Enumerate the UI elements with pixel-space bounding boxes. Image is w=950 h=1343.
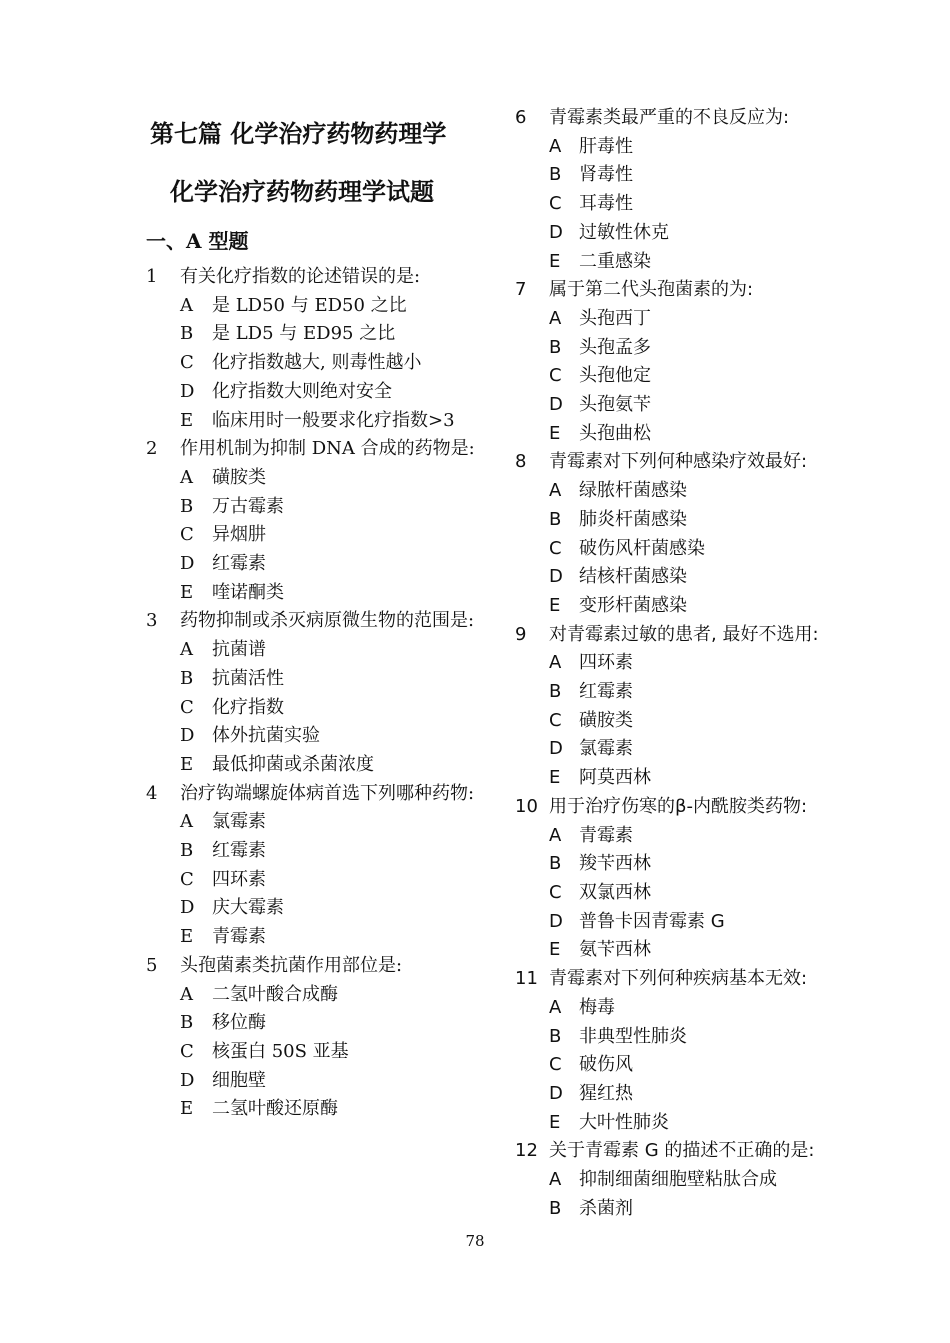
question — [515, 793, 855, 965]
option-letter: A — [549, 307, 562, 329]
option-text: 头孢曲松 — [579, 422, 651, 444]
question-stem — [515, 793, 855, 822]
answer-option — [146, 923, 486, 952]
option-text: 破伤风杆菌感染 — [579, 537, 705, 559]
question-number: 3 — [146, 610, 158, 632]
answer-option — [146, 837, 486, 866]
option-text: 核蛋白 50S 亚基 — [212, 1040, 349, 1062]
option-letter: E — [549, 422, 561, 444]
option-text: 二氢叶酸还原酶 — [212, 1098, 338, 1120]
answer-option — [515, 362, 855, 391]
option-letter: E — [549, 767, 561, 789]
option-text: 体外抗菌实验 — [212, 725, 320, 747]
answer-option — [146, 493, 486, 522]
option-letter: C — [180, 352, 194, 374]
option-letter: C — [549, 1054, 562, 1076]
question-stem — [515, 1137, 855, 1166]
answer-option — [146, 722, 486, 751]
option-letter: E — [180, 409, 194, 431]
option-letter: C — [180, 524, 194, 546]
option-letter: E — [549, 594, 561, 616]
answer-option — [515, 850, 855, 879]
question — [515, 621, 855, 793]
option-letter: C — [549, 881, 562, 903]
option-letter: D — [549, 566, 563, 588]
question-stem — [515, 276, 855, 305]
answer-option — [146, 1038, 486, 1067]
answer-option — [515, 879, 855, 908]
option-letter: A — [549, 135, 562, 157]
question-number: 5 — [146, 954, 158, 976]
option-text: 头孢他定 — [579, 365, 651, 387]
option-text: 过敏性休克 — [579, 221, 669, 243]
option-letter: B — [180, 840, 194, 862]
question-text: 用于治疗伤寒的β-内酰胺类药物: — [549, 795, 808, 817]
answer-option — [146, 521, 486, 550]
page-number: 78 — [465, 1232, 485, 1250]
option-text: 异烟肼 — [212, 524, 266, 546]
question-text: 头孢菌素类抗菌作用部位是: — [180, 954, 403, 976]
question-text: 作用机制为抑制 DNA 合成的药物是: — [180, 438, 475, 460]
answer-option — [515, 592, 855, 621]
answer-option — [146, 1067, 486, 1096]
option-text: 双氯西林 — [579, 881, 651, 903]
option-letter: A — [180, 294, 193, 316]
option-letter: C — [549, 365, 562, 387]
answer-option — [146, 1009, 486, 1038]
option-text: 青霉素 — [579, 824, 633, 846]
answer-option — [515, 190, 855, 219]
option-text: 细胞壁 — [212, 1069, 266, 1091]
question-stem — [146, 263, 486, 292]
question-number: 10 — [515, 795, 538, 817]
question — [515, 1137, 855, 1223]
option-letter: B — [180, 1012, 194, 1034]
option-text: 头孢西丁 — [579, 307, 651, 329]
exam-title: 化学治疗药物药理学试题 — [170, 177, 434, 206]
question-stem — [515, 965, 855, 994]
option-letter: E — [180, 753, 194, 775]
option-text: 头孢孟多 — [579, 336, 651, 358]
answer-option — [515, 506, 855, 535]
question-text: 青霉素对下列何种疾病基本无效: — [549, 968, 808, 990]
option-letter: A — [180, 811, 193, 833]
answer-option — [146, 1095, 486, 1124]
answer-option — [515, 994, 855, 1023]
option-text: 肝毒性 — [579, 135, 633, 157]
answer-option — [515, 908, 855, 937]
answer-option — [146, 894, 486, 923]
option-letter: A — [549, 1169, 562, 1191]
question-text: 有关化疗指数的论述错误的是: — [180, 266, 421, 287]
option-letter: C — [549, 193, 562, 215]
option-letter: A — [549, 480, 562, 502]
option-letter: E — [549, 939, 561, 961]
answer-option — [146, 665, 486, 694]
option-text: 化疗指数 — [212, 696, 284, 718]
question-stem — [515, 621, 855, 650]
option-text: 红霉素 — [212, 553, 266, 575]
option-text: 化疗指数大则绝对安全 — [212, 380, 392, 402]
answer-option — [515, 305, 855, 334]
option-text: 抗菌活性 — [212, 667, 284, 689]
question — [146, 952, 486, 1124]
option-text: 临床用时一般要求化疗指数>3 — [212, 409, 455, 431]
option-text: 二重感染 — [579, 250, 651, 272]
question-number: 1 — [146, 266, 158, 287]
option-letter: C — [549, 537, 562, 559]
right-column — [515, 104, 855, 1223]
question — [146, 263, 486, 435]
option-text: 氯霉素 — [212, 811, 266, 833]
option-text: 阿莫西林 — [579, 767, 651, 789]
option-letter: E — [180, 1098, 194, 1120]
option-letter: C — [180, 696, 194, 718]
part-title: 第七篇 化学治疗药物药理学 — [150, 119, 447, 148]
option-text: 氨苄西林 — [579, 939, 651, 961]
option-letter: A — [180, 983, 193, 1005]
option-text: 杀菌剂 — [579, 1197, 633, 1219]
question-stem — [515, 104, 855, 133]
answer-option — [515, 707, 855, 736]
question — [146, 780, 486, 952]
option-text: 肺炎杆菌感染 — [579, 508, 687, 530]
answer-option — [515, 1109, 855, 1138]
question-number: 2 — [146, 438, 158, 460]
option-text: 磺胺类 — [579, 709, 633, 731]
option-text: 破伤风 — [579, 1054, 633, 1076]
option-letter: E — [549, 250, 561, 272]
option-text: 猩红热 — [579, 1082, 633, 1104]
question — [515, 276, 855, 448]
answer-option — [515, 535, 855, 564]
option-letter: C — [180, 868, 194, 890]
option-letter: B — [180, 495, 194, 517]
answer-option — [515, 678, 855, 707]
option-text: 普鲁卡因青霉素 G — [579, 910, 725, 932]
option-letter: B — [180, 323, 194, 345]
option-text: 羧苄西林 — [579, 853, 651, 875]
option-letter: D — [180, 553, 195, 575]
option-text: 抑制细菌细胞壁粘肽合成 — [579, 1169, 777, 1191]
option-text: 结核杆菌感染 — [579, 566, 687, 588]
option-letter: D — [549, 738, 563, 760]
option-text: 移位酶 — [212, 1012, 266, 1034]
answer-option — [515, 248, 855, 277]
answer-option — [146, 378, 486, 407]
answer-option — [515, 133, 855, 162]
question-stem — [515, 448, 855, 477]
option-text: 耳毒性 — [579, 193, 633, 215]
option-letter: E — [180, 581, 194, 603]
option-text: 头孢氨苄 — [579, 394, 651, 416]
answer-option — [146, 636, 486, 665]
option-letter: B — [549, 336, 562, 358]
question — [146, 435, 486, 607]
option-letter: B — [549, 164, 562, 186]
option-text: 庆大霉素 — [212, 897, 284, 919]
option-letter: D — [180, 897, 195, 919]
option-letter: D — [549, 910, 563, 932]
option-letter: A — [180, 466, 193, 488]
question — [515, 965, 855, 1137]
answer-option — [515, 649, 855, 678]
answer-option — [146, 808, 486, 837]
question-number: 4 — [146, 782, 158, 804]
left-column — [146, 263, 486, 1124]
option-letter: D — [549, 394, 563, 416]
option-letter: D — [549, 221, 563, 243]
answer-option — [515, 822, 855, 851]
option-letter: B — [549, 1197, 562, 1219]
answer-option — [515, 1023, 855, 1052]
option-letter: A — [549, 652, 562, 674]
answer-option — [146, 579, 486, 608]
answer-option — [515, 936, 855, 965]
question — [515, 104, 855, 276]
option-text: 非典型性肺炎 — [579, 1025, 687, 1047]
option-text: 肾毒性 — [579, 164, 633, 186]
option-letter: B — [549, 853, 562, 875]
question-text: 青霉素对下列何种感染疗效最好: — [549, 451, 808, 473]
option-text: 二氢叶酸合成酶 — [212, 983, 338, 1005]
answer-option — [146, 464, 486, 493]
option-text: 喹诺酮类 — [212, 581, 284, 603]
section-title: 一、A 型题 — [146, 229, 249, 253]
question-stem — [146, 435, 486, 464]
option-text: 四环素 — [579, 652, 633, 674]
answer-option — [515, 735, 855, 764]
option-text: 绿脓杆菌感染 — [579, 480, 687, 502]
question — [146, 607, 486, 779]
answer-option — [515, 219, 855, 248]
answer-option — [146, 981, 486, 1010]
option-letter: D — [180, 725, 195, 747]
option-text: 化疗指数越大, 则毒性越小 — [212, 352, 422, 374]
option-text: 青霉素 — [212, 926, 266, 948]
option-letter: A — [180, 639, 193, 661]
question-text: 药物抑制或杀灭病原微生物的范围是: — [180, 610, 475, 632]
question-stem — [146, 780, 486, 809]
answer-option — [146, 407, 486, 436]
option-letter: C — [180, 1040, 194, 1062]
option-text: 红霉素 — [579, 681, 633, 703]
question-stem — [146, 952, 486, 981]
option-letter: B — [549, 1025, 562, 1047]
answer-option — [515, 1195, 855, 1224]
option-letter: E — [180, 926, 194, 948]
answer-option — [146, 694, 486, 723]
answer-option — [146, 292, 486, 321]
question-number: 12 — [515, 1140, 538, 1162]
option-text: 最低抑菌或杀菌浓度 — [212, 753, 374, 775]
option-text: 是 LD5 与 ED95 之比 — [212, 323, 396, 345]
option-text: 万古霉素 — [212, 495, 284, 517]
option-text: 红霉素 — [212, 840, 266, 862]
option-text: 磺胺类 — [212, 466, 266, 488]
option-letter: E — [549, 1111, 561, 1133]
option-letter: A — [549, 824, 562, 846]
answer-option — [146, 550, 486, 579]
answer-option — [146, 751, 486, 780]
answer-option — [146, 320, 486, 349]
option-letter: C — [549, 709, 562, 731]
option-letter: A — [549, 996, 562, 1018]
option-letter: B — [549, 681, 562, 703]
answer-option — [515, 420, 855, 449]
option-letter: B — [549, 508, 562, 530]
question — [515, 448, 855, 620]
question-number: 9 — [515, 623, 527, 645]
option-letter: D — [180, 1069, 195, 1091]
question-number: 7 — [515, 279, 527, 301]
question-text: 治疗钩端螺旋体病首选下列哪种药物: — [180, 782, 475, 804]
question-text: 青霉素类最严重的不良反应为: — [549, 107, 790, 128]
question-number: 11 — [515, 968, 538, 990]
answer-option — [515, 1080, 855, 1109]
answer-option — [515, 764, 855, 793]
question-text: 关于青霉素 G 的描述不正确的是: — [549, 1140, 815, 1162]
answer-option — [146, 349, 486, 378]
option-text: 是 LD50 与 ED50 之比 — [212, 294, 407, 316]
option-letter: D — [180, 380, 195, 402]
answer-option — [515, 477, 855, 506]
option-text: 大叶性肺炎 — [579, 1111, 669, 1133]
option-text: 变形杆菌感染 — [579, 594, 687, 616]
option-text: 梅毒 — [579, 996, 615, 1018]
option-text: 抗菌谱 — [212, 639, 266, 661]
answer-option — [515, 1051, 855, 1080]
answer-option — [515, 1166, 855, 1195]
question-text: 对青霉素过敏的患者, 最好不选用: — [549, 623, 819, 645]
option-letter: D — [549, 1082, 563, 1104]
answer-option — [515, 563, 855, 592]
answer-option — [515, 161, 855, 190]
option-text: 四环素 — [212, 868, 266, 890]
question-number: 6 — [515, 107, 527, 128]
option-letter: B — [180, 667, 194, 689]
answer-option — [515, 391, 855, 420]
answer-option — [515, 334, 855, 363]
option-text: 氯霉素 — [579, 738, 633, 760]
question-stem — [146, 607, 486, 636]
answer-option — [146, 866, 486, 895]
question-number: 8 — [515, 451, 527, 473]
question-text: 属于第二代头孢菌素的为: — [549, 279, 754, 301]
